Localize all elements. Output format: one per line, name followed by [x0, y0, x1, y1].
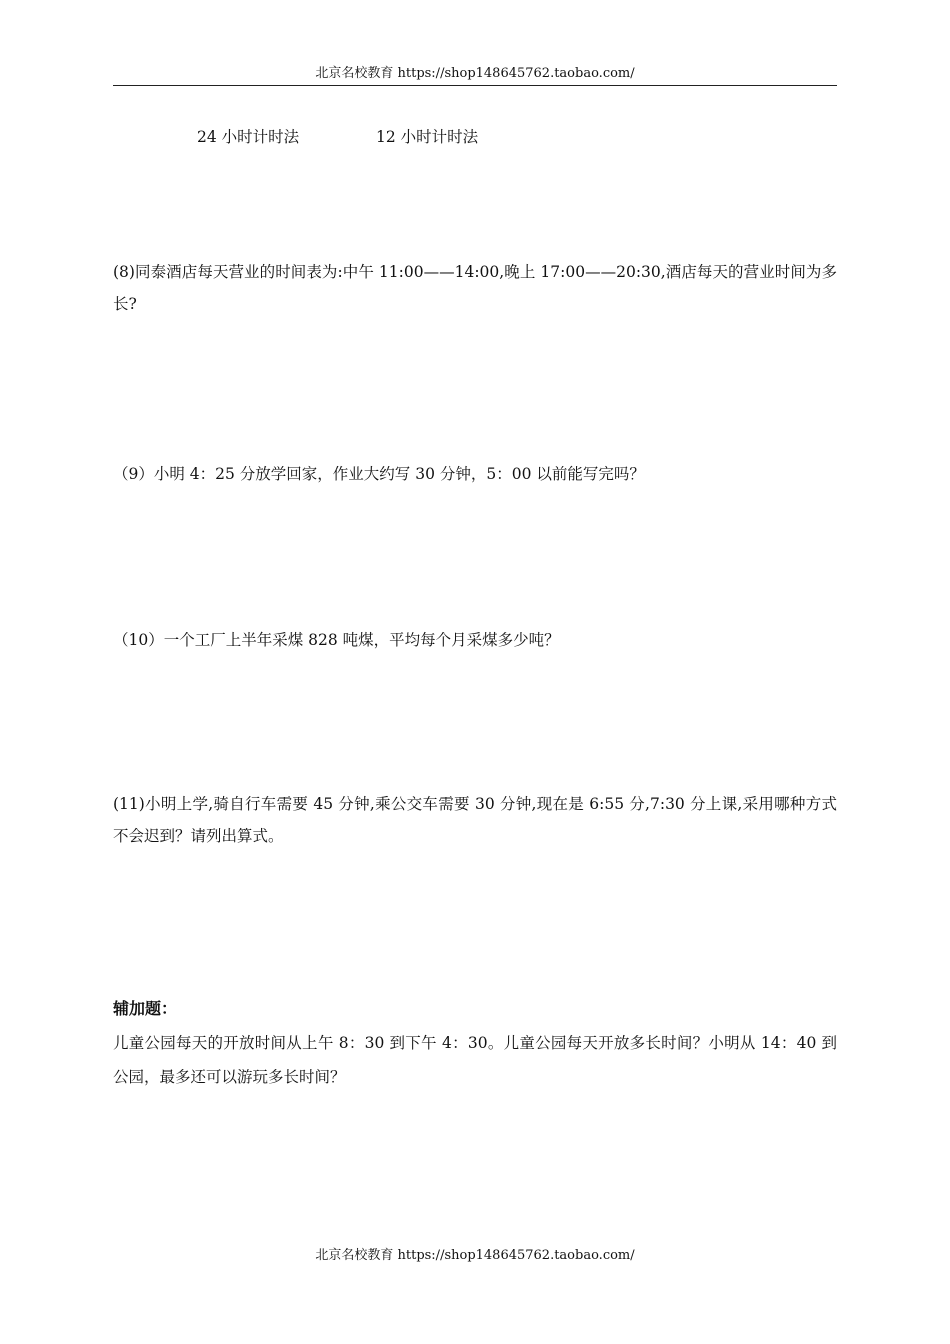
header-divider [113, 85, 837, 86]
question-11: (11)小明上学,骑自行车需要 45 分钟,乘公交车需要 30 分钟,现在是 6:55 分,7:30 分上课,采用哪种方式不会迟到？请列出算式。 [113, 795, 837, 845]
label-24-hour-format: 24 小时计时法 [197, 128, 300, 146]
question-10: （10）一个工厂上半年采煤 828 吨煤，平均每个月采煤多少吨？ [113, 631, 560, 649]
extra-question: 儿童公园每天的开放时间从上午 8：30 到下午 4：30。儿童公园每天开放多长时间？小明从 14：40 到公园，最多还可以游玩多长时间？ [113, 1034, 837, 1086]
extra-section-title: 辅加题： [113, 999, 178, 1018]
label-12-hour-format: 12 小时计时法 [376, 128, 479, 146]
page-footer: 北京名校教育 https://shop148645762.taobao.com/ [315, 1248, 635, 1263]
clock-format-labels [197, 126, 479, 148]
question-8: (8)同泰酒店每天营业的时间表为:中午 11:00——14:00,晚上 17:00——20:30,酒店每天的营业时间为多长? [113, 263, 837, 313]
page-header: 北京名校教育 https://shop148645762.taobao.com/ [315, 66, 635, 81]
question-9: （9）小明 4：25 分放学回家，作业大约写 30 分钟，5：00 以前能写完吗？ [113, 465, 645, 483]
